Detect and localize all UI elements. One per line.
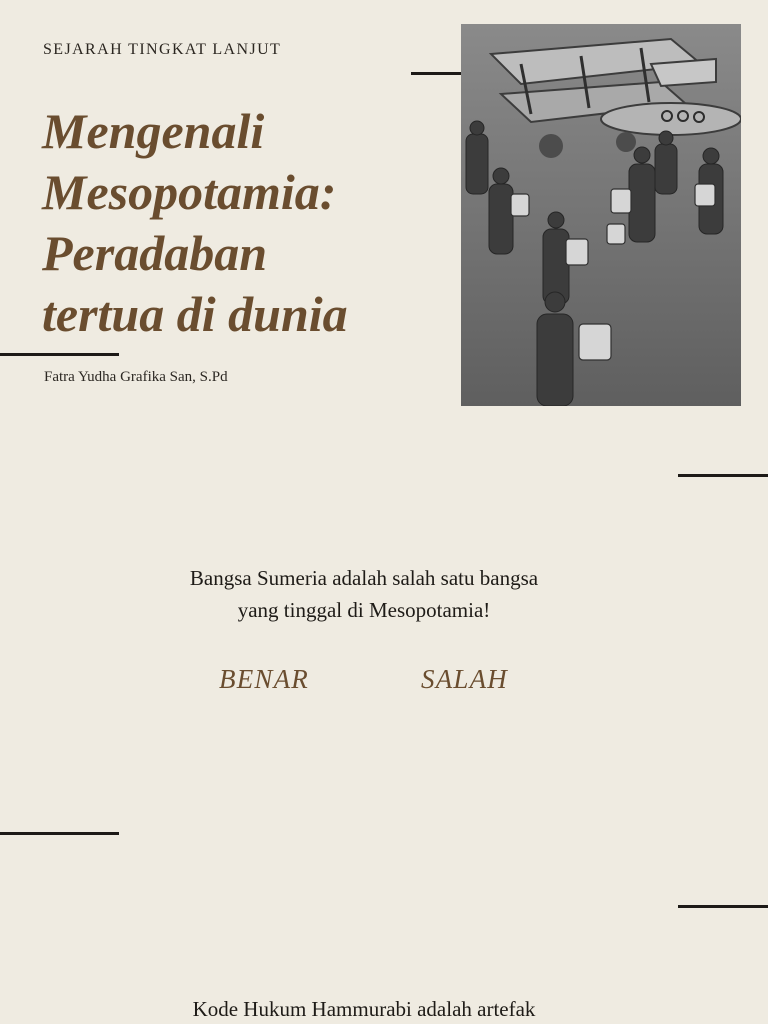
question-line: Kode Hukum Hammurabi adalah artefak [192, 997, 536, 1021]
title-line: Mengenali [42, 103, 265, 159]
question-prompt [0, 562, 728, 626]
course-subtitle: SEJARAH TINGKAT LANJUT [43, 41, 282, 58]
decorative-rule [0, 832, 119, 835]
page-title [42, 101, 432, 345]
decorative-rule [678, 905, 768, 908]
answer-true-button[interactable]: BENAR [219, 664, 309, 694]
author-name: Fatra Yudha Grafika San, S.Pd [44, 369, 228, 385]
title-line: tertua di dunia [42, 286, 348, 342]
title-line: Peradaban [42, 225, 267, 281]
question-line: Bangsa Sumeria adalah salah satu bangsa [189, 566, 539, 590]
decorative-rule [0, 353, 119, 356]
decorative-rule [678, 474, 768, 477]
title-line: Mesopotamia: [42, 164, 337, 220]
question-line: yang tinggal di Mesopotamia! [237, 598, 491, 622]
cover-photo [461, 24, 741, 406]
answer-false-button[interactable]: SALAH [421, 664, 508, 694]
historical-photo-icon [461, 24, 741, 406]
question-prompt [0, 993, 728, 1024]
